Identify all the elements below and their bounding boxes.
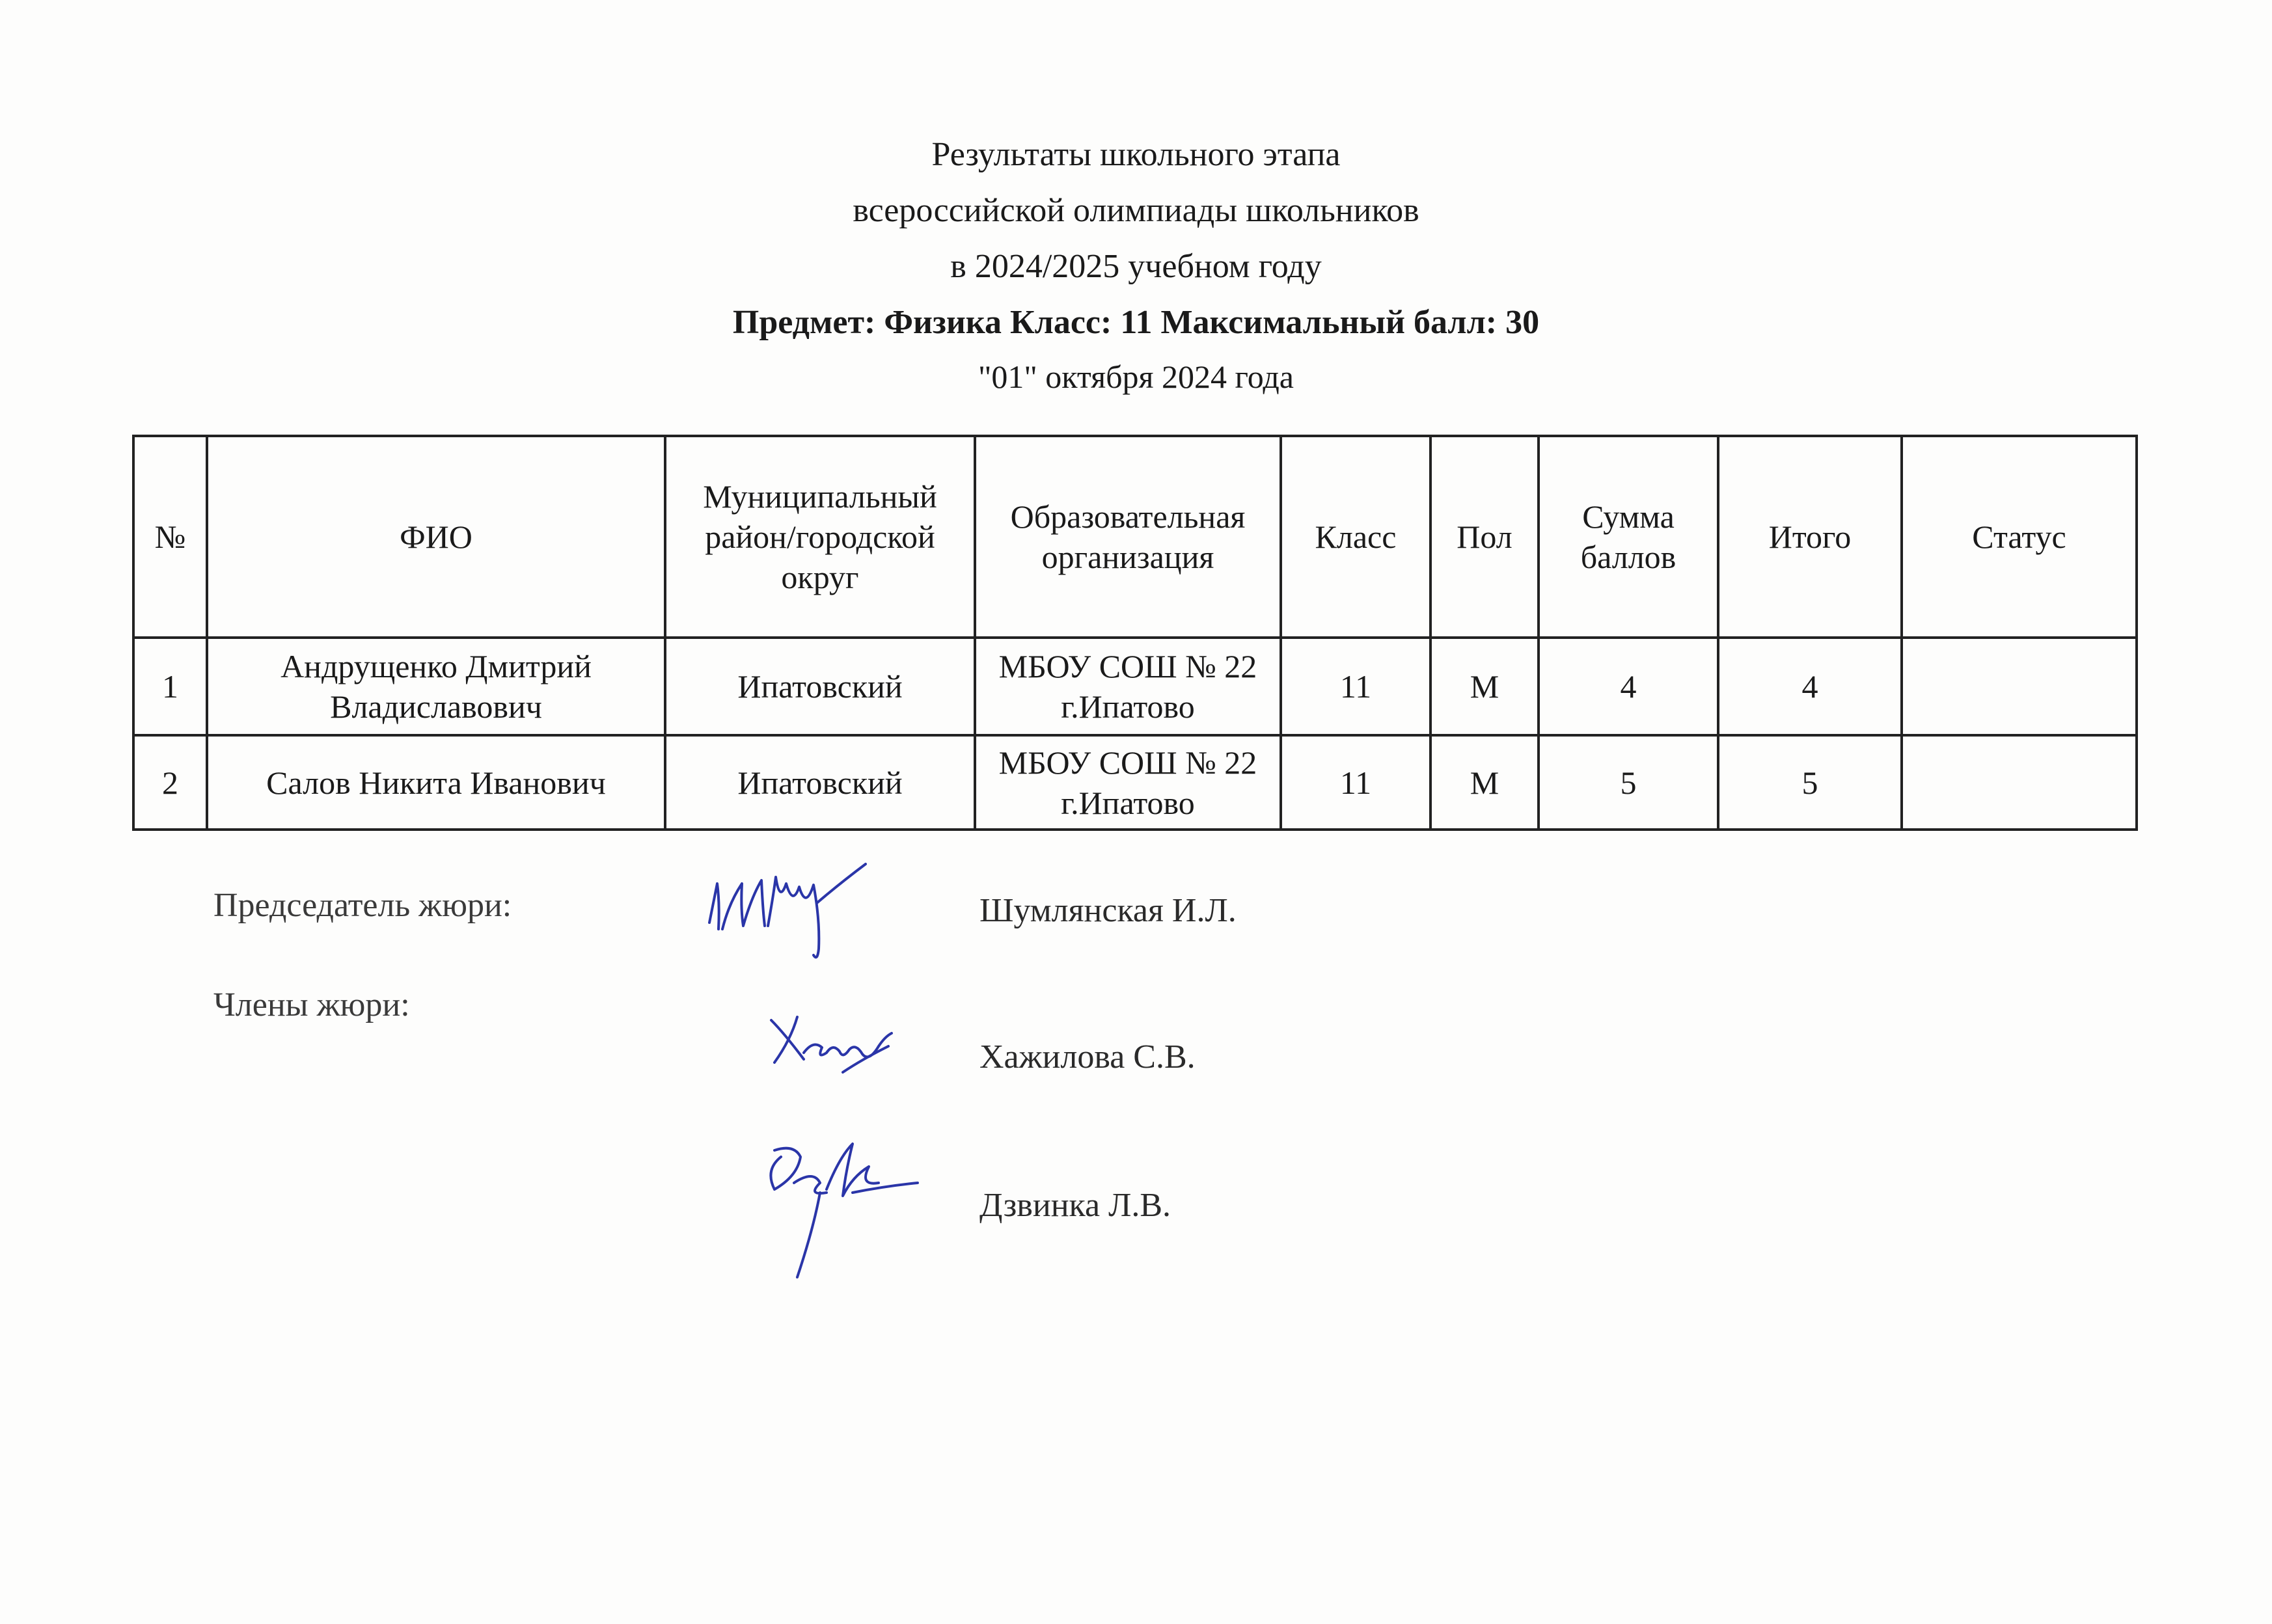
table-row <box>133 638 2137 735</box>
table-row <box>133 735 2137 830</box>
cell-number: 1 <box>133 638 207 735</box>
cell-class: 11 <box>1281 638 1430 735</box>
cell-status <box>1902 735 2137 830</box>
document-header <box>0 127 2272 403</box>
cell-organization: МБОУ СОШ № 22 г.Ипатово <box>975 638 1281 735</box>
col-header-number: № <box>133 436 207 638</box>
cell-sex: М <box>1430 735 1539 830</box>
members-label: Члены жюри: <box>213 986 410 1023</box>
member-1-signature <box>765 1007 895 1082</box>
cell-fio: Андрущенко Дмитрий Владиславович <box>207 638 665 735</box>
cell-fio: Салов Никита Иванович <box>207 735 665 830</box>
col-header-status: Статус <box>1902 436 2137 638</box>
chair-signature <box>703 858 872 971</box>
col-header-sex: Пол <box>1430 436 1539 638</box>
cell-score-sum: 4 <box>1539 638 1718 735</box>
cell-municipality: Ипатовский <box>665 735 975 830</box>
cell-organization: МБОУ СОШ № 22 г.Ипатово <box>975 735 1281 830</box>
member-2-signature <box>755 1131 924 1290</box>
results-table <box>132 435 2138 831</box>
col-header-class: Класс <box>1281 436 1430 638</box>
subject-line: Предмет: Физика Класс: 11 Максимальный балл: 30 <box>732 304 1540 341</box>
cell-class: 11 <box>1281 735 1430 830</box>
cell-status <box>1902 638 2137 735</box>
title-line-2: всероссийской олимпиады школьников <box>853 192 1419 229</box>
cell-total: 5 <box>1718 735 1902 830</box>
chair-label: Председатель жюри: <box>213 887 512 924</box>
title-line-1: Результаты школьного этапа <box>931 136 1341 173</box>
col-header-municipality: Муниципальный район/городской округ <box>665 436 975 638</box>
col-header-organization: Образовательная организация <box>975 436 1281 638</box>
member-1-name: Хажилова С.В. <box>979 1038 1196 1076</box>
member-2-name: Дзвинка Л.В. <box>979 1187 1171 1224</box>
cell-sex: М <box>1430 638 1539 735</box>
chair-name: Шумлянская И.Л. <box>979 892 1237 929</box>
cell-total: 4 <box>1718 638 1902 735</box>
cell-municipality: Ипатовский <box>665 638 975 735</box>
date-line: "01" октября 2024 года <box>978 359 1294 395</box>
col-header-total: Итого <box>1718 436 1902 638</box>
col-header-score-sum: Сумма баллов <box>1539 436 1718 638</box>
col-header-fio: ФИО <box>207 436 665 638</box>
cell-score-sum: 5 <box>1539 735 1718 830</box>
cell-number: 2 <box>133 735 207 830</box>
title-line-3: в 2024/2025 учебном году <box>950 248 1322 285</box>
table-header-row <box>133 436 2137 638</box>
